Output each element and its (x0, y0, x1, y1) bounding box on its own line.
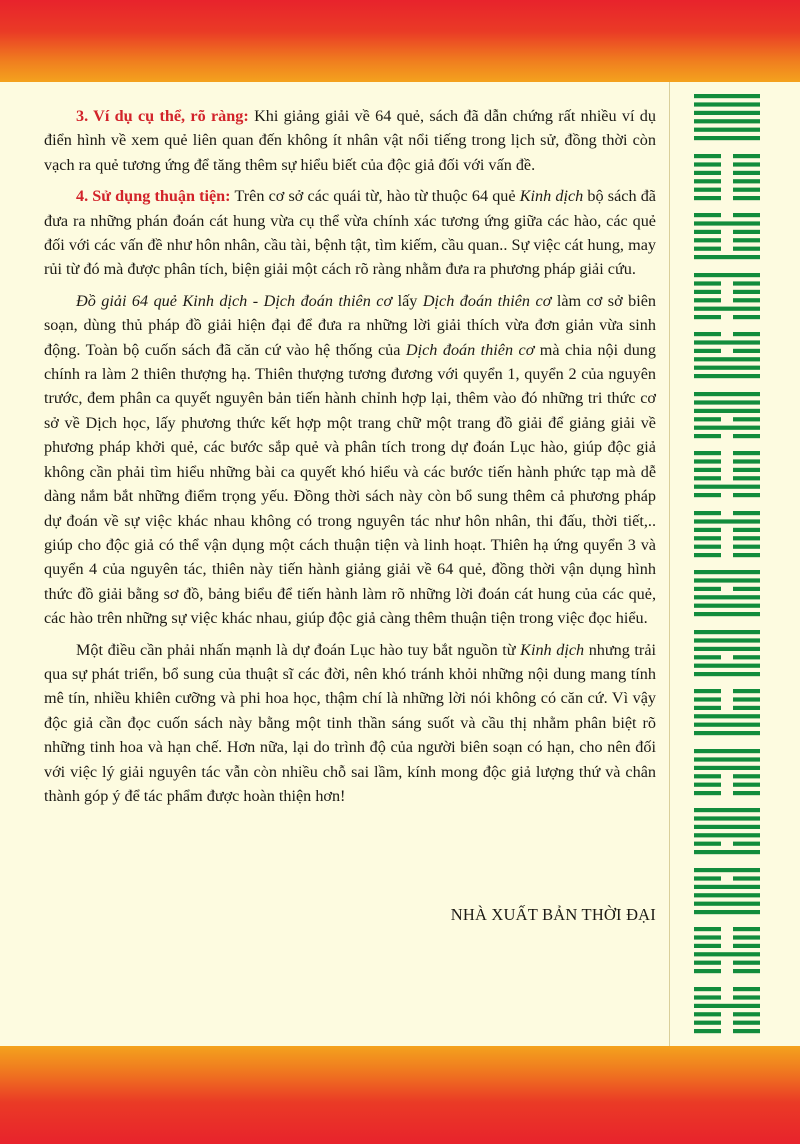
hexagram-broken-line (694, 706, 721, 710)
hexagram-solid-line (694, 578, 760, 582)
hexagram-broken-line (694, 527, 721, 531)
hexagram-icon (694, 806, 760, 856)
hexagram-broken-line (694, 493, 721, 497)
hexagram-solid-line (694, 102, 760, 106)
hexagram-broken-line (733, 697, 760, 701)
hexagram-broken-line (733, 842, 760, 846)
hexagram-solid-line (694, 749, 760, 753)
hexagram-icon (694, 925, 760, 975)
hexagram-broken-line (733, 927, 760, 931)
hexagram-broken-line (733, 987, 760, 991)
hexagram-broken-line (694, 697, 721, 701)
hexagram-icon (694, 271, 760, 321)
hexagram-svg (694, 866, 760, 916)
paragraph-caution (44, 638, 656, 809)
hexagram-broken-line (733, 196, 760, 200)
hexagram-svg (694, 390, 760, 440)
hexagram-broken-line (694, 332, 721, 336)
paragraph-usage-italic: Kinh dịch (519, 187, 584, 206)
hexagram-svg (694, 449, 760, 499)
hexagram-solid-line (694, 630, 760, 634)
hexagram-broken-line (733, 969, 760, 973)
hexagram-broken-line (694, 476, 721, 480)
hexagram-broken-line (733, 349, 760, 353)
hexagram-solid-line (694, 757, 760, 761)
hexagram-broken-line (694, 1012, 721, 1016)
hexagram-icon (694, 628, 760, 678)
hexagram-broken-line (733, 332, 760, 336)
publisher-signature: NHÀ XUẤT BẢN THỜI ĐẠI (450, 905, 656, 924)
hexagram-broken-line (694, 774, 721, 778)
hexagram-solid-line (694, 485, 760, 489)
hexagram-solid-line (694, 136, 760, 140)
hexagram-broken-line (733, 553, 760, 557)
hexagram-broken-line (733, 281, 760, 285)
hexagram-broken-line (733, 1020, 760, 1024)
hexagram-broken-line (733, 417, 760, 421)
hexagram-solid-line (694, 604, 760, 608)
hexagram-svg (694, 152, 760, 202)
hexagram-svg (694, 92, 760, 142)
hexagram-broken-line (733, 706, 760, 710)
hexagram-broken-line (694, 511, 721, 515)
hexagram-broken-line (733, 298, 760, 302)
hexagram-broken-line (733, 689, 760, 693)
source-title-italic-2: Dịch đoán thiên cơ (405, 340, 535, 359)
paragraph-usage (44, 184, 656, 282)
hexagram-broken-line (694, 1029, 721, 1033)
hexagram-solid-line (694, 1003, 760, 1007)
hexagram-solid-line (694, 910, 760, 914)
paragraph-intro-text-c: mà chia nội dung chính ra làm 2 thiên thượng hạ. Thiên thượng tương đương với quyển 1, quyển 2 của nguyên trước, đem phân ca quyết nguyên bản tiến hành chỉnh hợp lại, thêm vào đó những tri thức cơ sở về Dịch học, lấy phương thức kết hợp một trang chữ một trang đồ giải để giảng giải về phương pháp khởi quẻ, các bước sắp quẻ và phân tích trong dự đoán Lục hào, giúp độc giả không cần phải tìm hiểu những bài ca quyết khó hiểu và các bước tiến hành phức tạp mà dễ dàng nắm bắt những điểm trọng yếu. Đồng thời sách này còn bổ sung thêm cả phương pháp dự đoán về sự việc khác nhau không có trong nguyên tác như hôn nhân, thi đấu, thời tiết,.. giúp cho độc giả có thể vận dụng một cách thuận tiện và linh hoạt. Thiên hạ ứng quyển 3 và quyển 4 của nguyên tác, thiên này tiến hành giảng giải về 64 quẻ, đồng thời vận dụng hình thức đồ giải bằng sơ đồ, bảng biểu để tiến hành làm rõ những lời đoán cát hung của các quẻ, các hào trên những sự việc khác nhau, giúp độc giả càng thêm thuận tiện trong việc đọc hiểu. (44, 340, 656, 628)
hexagram-broken-line (694, 1020, 721, 1024)
hexagram-broken-line (694, 459, 721, 463)
hexagram-broken-line (733, 782, 760, 786)
text-column (44, 104, 656, 815)
hexagram-solid-line (694, 595, 760, 599)
hexagram-broken-line (733, 527, 760, 531)
hexagram-solid-line (694, 519, 760, 523)
paragraph-examples (44, 104, 656, 177)
hexagram-svg (694, 330, 760, 380)
hexagram-broken-line (733, 1029, 760, 1033)
hexagram-solid-line (694, 570, 760, 574)
hexagram-broken-line (694, 179, 721, 183)
hexagram-svg (694, 806, 760, 856)
source-title-italic-1: Dịch đoán thiên cơ (422, 291, 552, 310)
hexagram-broken-line (694, 544, 721, 548)
hexagram-broken-line (694, 782, 721, 786)
hexagram-solid-line (694, 765, 760, 769)
paragraph-book-intro (44, 289, 656, 631)
hexagram-broken-line (694, 468, 721, 472)
hexagram-solid-line (694, 723, 760, 727)
hexagram-broken-line (694, 238, 721, 242)
hexagram-icon (694, 866, 760, 916)
hexagram-solid-line (694, 672, 760, 676)
hexagram-solid-line (694, 128, 760, 132)
hexagram-broken-line (733, 544, 760, 548)
paragraph-usage-text-b: bộ sách đã đưa ra những phán đoán cát hung vừa cụ thể vừa chính xác tương ứng giữa các hào, các quẻ đối với các vấn đề như hôn nhân, cầu tài, bệnh tật, tìm kiếm, cầu quan.. Sự việc cát hung, may rủi từ đó mà được phân tích, biện giải một cách rõ ràng nhằm đưa ra phương pháp giải cứu. (44, 187, 656, 279)
hexagram-broken-line (694, 553, 721, 557)
hexagram-broken-line (733, 935, 760, 939)
hexagram-broken-line (733, 468, 760, 472)
hexagram-solid-line (694, 273, 760, 277)
hexagram-broken-line (694, 247, 721, 251)
hexagram-icon (694, 747, 760, 797)
hexagram-solid-line (694, 119, 760, 123)
bottom-color-band (0, 1046, 800, 1144)
hexagram-svg (694, 271, 760, 321)
hexagram-solid-line (694, 374, 760, 378)
paragraph-intro-text-a: lấy (392, 291, 423, 310)
hexagram-solid-line (694, 366, 760, 370)
hexagram-broken-line (733, 944, 760, 948)
hexagram-broken-line (733, 238, 760, 242)
hexagram-broken-line (733, 459, 760, 463)
hexagram-broken-line (733, 995, 760, 999)
hexagram-broken-line (694, 170, 721, 174)
top-color-band (0, 0, 800, 82)
hexagram-broken-line (694, 655, 721, 659)
hexagram-broken-line (733, 876, 760, 880)
hexagram-solid-line (694, 868, 760, 872)
hexagram-solid-line (694, 850, 760, 854)
hexagram-broken-line (694, 289, 721, 293)
book-title-italic: Đồ giải 64 quẻ Kinh dịch - Dịch đoán thiên cơ (76, 291, 393, 310)
hexagram-icon (694, 568, 760, 618)
hexagram-solid-line (694, 825, 760, 829)
hexagram-broken-line (694, 842, 721, 846)
hexagram-broken-line (733, 1012, 760, 1016)
hexagram-broken-line (733, 179, 760, 183)
hexagram-broken-line (733, 289, 760, 293)
hexagram-solid-line (694, 306, 760, 310)
hexagram-solid-line (694, 884, 760, 888)
hexagram-broken-line (733, 536, 760, 540)
hexagram-solid-line (694, 646, 760, 650)
hexagram-solid-line (694, 663, 760, 667)
hexagram-broken-line (694, 995, 721, 999)
heading-examples: 3. Ví dụ cụ thể, rõ ràng: (76, 107, 249, 125)
hexagram-broken-line (733, 476, 760, 480)
paragraph-caution-italic: Kinh dịch (520, 640, 585, 659)
hexagram-broken-line (694, 689, 721, 693)
hexagram-solid-line (694, 808, 760, 812)
hexagram-svg (694, 509, 760, 559)
hexagram-solid-line (694, 833, 760, 837)
hexagram-icon (694, 449, 760, 499)
hexagram-solid-line (694, 357, 760, 361)
hexagram-broken-line (733, 162, 760, 166)
hexagram-broken-line (694, 451, 721, 455)
hexagram-broken-line (694, 587, 721, 591)
hexagram-broken-line (733, 247, 760, 251)
paragraph-usage-text-a: Trên cơ sở các quái từ, hào từ thuộc 64 quẻ (230, 187, 520, 206)
hexagram-solid-line (694, 425, 760, 429)
hexagram-icon (694, 509, 760, 559)
hexagram-broken-line (694, 417, 721, 421)
hexagram-svg (694, 687, 760, 737)
hexagram-broken-line (733, 187, 760, 191)
hexagram-broken-line (694, 536, 721, 540)
hexagram-icon (694, 211, 760, 261)
hexagram-broken-line (694, 349, 721, 353)
hexagram-broken-line (694, 961, 721, 965)
paragraph-intro-text-b: làm cơ sở biên soạn, dùng thủ pháp đồ giải hiện đại để đưa ra những lời giải thích vừa đơn giản vừa sinh động. Toàn bộ cuốn sách đã căn cứ vào hệ thống của (44, 291, 657, 359)
hexagram-broken-line (733, 774, 760, 778)
paragraph-caution-text-b: nhưng trải qua sự phát triển, bổ sung của thuật sĩ các đời, nên khó tránh khỏi những nội dung mang tính mê tín, nhiều khiên cưỡng và phi hoa học, thậm chí là những lời nói không có căn cứ. Vì vậy độc giả cần đọc cuốn sách này bằng một tinh thần sáng suốt và cầu thị nhằm phân biệt rõ những tinh hoa và hạn chế. Hơn nữa, lại do trình độ của người biên soạn có hạn, cho nên đối với việc lý giải nguyên tác vẫn còn nhiều chỗ sai lầm, kính mong độc giả lượng thứ và chân thành góp ý để tác phẩm được hoàn thiện hơn! (44, 640, 656, 805)
hexagram-svg (694, 568, 760, 618)
hexagram-broken-line (694, 944, 721, 948)
paragraph-caution-text-a: Một điều cần phải nhấn mạnh là dự đoán Lục hào tuy bắt nguồn từ (76, 640, 521, 659)
hexagram-solid-line (694, 816, 760, 820)
hexagram-broken-line (733, 451, 760, 455)
hexagram-broken-line (694, 213, 721, 217)
hexagram-icon (694, 330, 760, 380)
hexagram-solid-line (694, 408, 760, 412)
hexagram-column (694, 92, 760, 1044)
paragraph-examples-text: Khi giảng giải về 64 quẻ, sách đã dẫn chứng rất nhiều ví dụ điển hình về xem quẻ liên quan đến không ít nhân vật nổi tiếng trong lịch sử, đồng thời còn vạch ra quẻ tương ứng để tăng thêm sự hiểu biết của độc giả đối với vấn đề. (44, 107, 656, 174)
hexagram-broken-line (733, 655, 760, 659)
hexagram-solid-line (694, 638, 760, 642)
hexagram-solid-line (694, 94, 760, 98)
hexagram-solid-line (694, 255, 760, 259)
hexagram-broken-line (733, 170, 760, 174)
hexagram-broken-line (733, 511, 760, 515)
hexagram-broken-line (694, 315, 721, 319)
hexagram-svg (694, 747, 760, 797)
hexagram-broken-line (694, 935, 721, 939)
hexagram-broken-line (694, 162, 721, 166)
hexagram-broken-line (694, 298, 721, 302)
hexagram-broken-line (733, 434, 760, 438)
hexagram-svg (694, 628, 760, 678)
heading-usage: 4. Sử dụng thuận tiện: (76, 187, 231, 206)
hexagram-svg (694, 925, 760, 975)
hexagram-broken-line (694, 987, 721, 991)
hexagram-solid-line (694, 221, 760, 225)
hexagram-solid-line (694, 612, 760, 616)
hexagram-broken-line (694, 187, 721, 191)
hexagram-broken-line (733, 961, 760, 965)
hexagram-broken-line (694, 281, 721, 285)
hexagram-broken-line (694, 230, 721, 234)
hexagram-icon (694, 92, 760, 142)
hexagram-icon (694, 985, 760, 1035)
hexagram-broken-line (694, 154, 721, 158)
hexagram-solid-line (694, 893, 760, 897)
hexagram-icon (694, 687, 760, 737)
hexagram-broken-line (694, 196, 721, 200)
hexagram-broken-line (733, 791, 760, 795)
hexagram-broken-line (733, 493, 760, 497)
hexagram-broken-line (733, 154, 760, 158)
hexagram-icon (694, 152, 760, 202)
hexagram-broken-line (694, 791, 721, 795)
hexagram-solid-line (694, 111, 760, 115)
hexagram-svg (694, 211, 760, 261)
hexagram-solid-line (694, 901, 760, 905)
hexagram-broken-line (694, 434, 721, 438)
hexagram-solid-line (694, 400, 760, 404)
hexagram-solid-line (694, 952, 760, 956)
hexagram-broken-line (694, 876, 721, 880)
hexagram-broken-line (733, 230, 760, 234)
hexagram-svg (694, 985, 760, 1035)
hexagram-solid-line (694, 340, 760, 344)
hexagram-solid-line (694, 392, 760, 396)
hexagram-broken-line (694, 927, 721, 931)
hexagram-broken-line (733, 315, 760, 319)
hexagram-icon (694, 390, 760, 440)
hexagram-solid-line (694, 731, 760, 735)
column-divider (669, 82, 670, 1046)
hexagram-broken-line (733, 213, 760, 217)
hexagram-broken-line (694, 969, 721, 973)
hexagram-broken-line (733, 587, 760, 591)
hexagram-solid-line (694, 714, 760, 718)
